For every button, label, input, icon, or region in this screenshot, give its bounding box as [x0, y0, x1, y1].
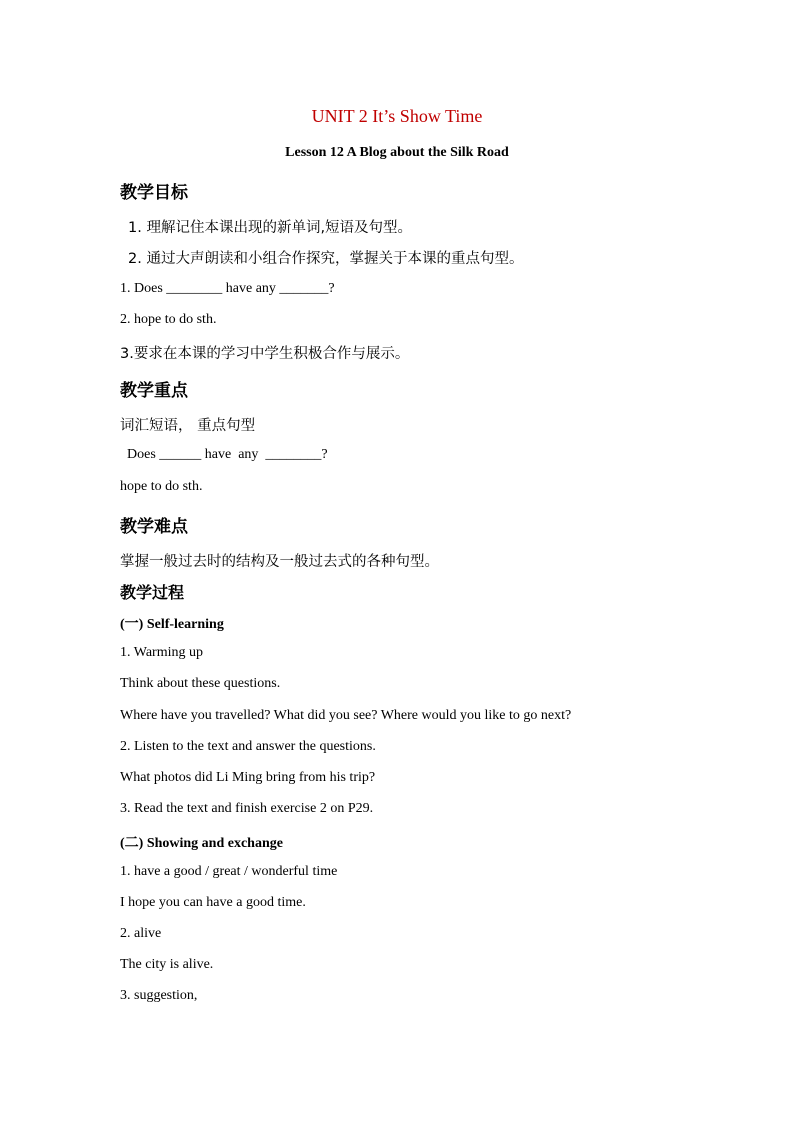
section-self-learning: (一) Self-learning	[120, 617, 224, 632]
key-point-1: 词汇短语， 重点句型	[120, 418, 256, 434]
phrase-suggestion: 3. suggestion,	[120, 988, 198, 1003]
key-point-2: Does ______ have any ________?	[120, 447, 328, 462]
objective-1: 1. 理解记住本课出现的新单词,短语及句型。	[128, 220, 413, 236]
text-questions: Where have you travelled? What did you see? Where would you like to go next?	[120, 708, 572, 723]
phrase-have-time: 1. have a good / great / wonderful time	[120, 864, 338, 879]
step-listen: 2. Listen to the text and answer the questions.	[120, 739, 376, 754]
phrase-alive: 2. alive	[120, 926, 162, 941]
pattern-2: 2. hope to do sth.	[120, 312, 217, 327]
step-warming-up: 1. Warming up	[120, 645, 203, 660]
step-read: 3. Read the text and finish exercise 2 on P29.	[120, 801, 374, 816]
text-photos-question: What photos did Li Ming bring from his trip?	[120, 770, 376, 785]
heading-key-points: 教学重点	[120, 381, 188, 401]
objective-2: 2. 通过大声朗读和小组合作探究，掌握关于本课的重点句型。	[128, 251, 524, 267]
heading-objectives: 教学目标	[120, 183, 188, 203]
section-showing-exchange: (二) Showing and exchange	[120, 836, 283, 851]
heading-process: 教学过程	[120, 583, 185, 602]
text-think: Think about these questions.	[120, 676, 281, 691]
lesson-subtitle: Lesson 12 A Blog about the Silk Road	[285, 145, 509, 160]
key-point-3: hope to do sth.	[120, 479, 203, 494]
heading-difficult-points: 教学难点	[120, 517, 188, 537]
example-alive: The city is alive.	[120, 957, 214, 972]
doc-title: UNIT 2 It’s Show Time	[311, 106, 483, 126]
objective-3: 3.要求在本课的学习中学生积极合作与展示。	[120, 346, 410, 362]
pattern-1: 1. Does ________ have any _______?	[120, 281, 335, 296]
example-have-time: I hope you can have a good time.	[120, 895, 306, 910]
difficult-point-1: 掌握一般过去时的结构及一般过去式的各种句型。	[120, 554, 439, 570]
